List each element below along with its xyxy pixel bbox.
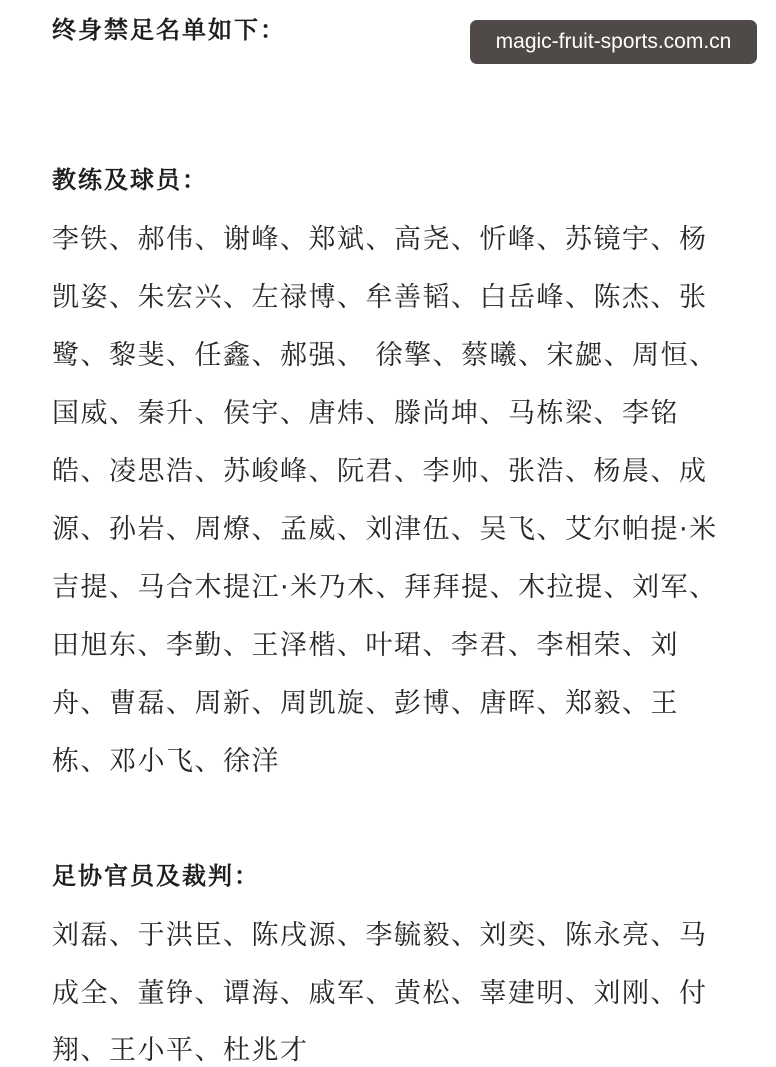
watermark-badge: magic-fruit-sports.com.cn: [470, 20, 757, 64]
page-title: 终身禁足名单如下：: [52, 16, 286, 44]
players-section-heading: 教练及球员：: [52, 166, 208, 194]
players-list-line: 吉提、马合木提江·米乃木、拜拜提、木拉提、刘军、: [52, 572, 718, 603]
players-list-line: 源、孙岩、周燎、孟威、刘津伍、吴飞、艾尔帕提·米: [52, 514, 718, 545]
players-list-line: 皓、凌思浩、苏峻峰、阮君、李帅、张浩、杨晨、成: [52, 456, 708, 487]
players-list-line: 舟、曹磊、周新、周凯旋、彭博、唐晖、郑毅、王: [52, 688, 679, 719]
players-list-line: 栋、邓小飞、徐洋: [52, 746, 280, 777]
players-list-line: 凯姿、朱宏兴、左禄博、牟善韬、白岳峰、陈杰、张: [52, 282, 708, 313]
officials-list-line: 刘磊、于洪臣、陈戌源、李毓毅、刘奕、陈永亮、马: [52, 920, 708, 951]
officials-list-line: 翔、王小平、杜兆才: [52, 1035, 309, 1066]
officials-section-heading: 足协官员及裁判：: [52, 862, 260, 890]
players-list-line: 国威、秦升、侯宇、唐炜、滕尚坤、马栋梁、李铭: [52, 398, 679, 429]
players-list-line: 田旭东、李勤、王泽楷、叶珺、李君、李相荣、刘: [52, 630, 679, 661]
players-list-line: 李铁、郝伟、谢峰、郑斌、高尧、忻峰、苏镜宇、杨: [52, 224, 708, 255]
officials-list-line: 成全、董铮、谭海、戚军、黄松、辜建明、刘刚、付: [52, 978, 708, 1009]
players-list-line: 鹭、黎斐、任鑫、郝强、 徐擎、蔡曦、宋勰、周恒、: [52, 340, 718, 371]
